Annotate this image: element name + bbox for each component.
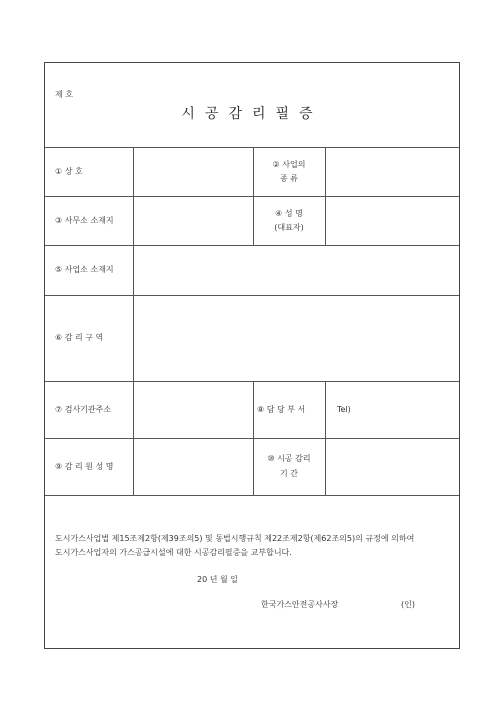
row-divider <box>45 495 459 496</box>
statement-line-1: 도시가스사업법 제15조제2항(제39조의5) 및 동법시행규칙 제22조제2항(제62조의5)의 규정에 의하여 <box>55 534 415 543</box>
field-label-department: ⑧ 담 당 부 서 <box>257 405 306 414</box>
field-label-business-name: ① 상 호 <box>55 167 83 176</box>
certificate-form <box>44 62 460 649</box>
field-label-business-type-2: 종 류 <box>280 174 298 183</box>
field-label-office-address: ③ 사무소 소재지 <box>55 216 114 225</box>
issuer-name: 한국가스안전공사사장 <box>261 600 339 609</box>
field-label-business-type-1: ② 사업의 <box>272 160 306 169</box>
field-label-supervisor-name: ⑨ 감 리 원 성 명 <box>55 462 114 471</box>
row-divider <box>45 196 459 197</box>
field-value-tel: Tel) <box>337 405 351 414</box>
row-divider <box>45 147 459 148</box>
field-label-period-1: ⑩ 시공 감리 <box>267 454 311 463</box>
field-label-site-address: ⑤ 사업소 소재지 <box>55 265 114 274</box>
statement-line-2: 도시가스사업자의 가스공급시설에 대한 시공감리필증을 교부합니다. <box>55 548 292 557</box>
row-divider <box>45 295 459 296</box>
row-divider <box>45 438 459 439</box>
field-label-name-1: ④ 성 명 <box>275 209 303 218</box>
field-label-period-2: 기 간 <box>280 469 298 478</box>
column-divider <box>325 381 326 495</box>
seal-mark: (인) <box>401 600 415 609</box>
certificate-title: 시공감리필증 <box>181 106 323 122</box>
column-divider <box>133 147 134 495</box>
row-divider <box>45 245 459 246</box>
row-divider <box>45 381 459 382</box>
column-divider <box>325 147 326 245</box>
certificate-number-label: 제 호 <box>55 90 73 99</box>
issue-date: 20 년 월 일 <box>197 575 238 584</box>
field-label-inspection-address: ⑦ 검사기관주소 <box>55 405 112 414</box>
field-label-name-2: (대표자) <box>274 223 304 232</box>
field-label-supervision-area: ⑥ 감 리 구 역 <box>55 333 104 342</box>
